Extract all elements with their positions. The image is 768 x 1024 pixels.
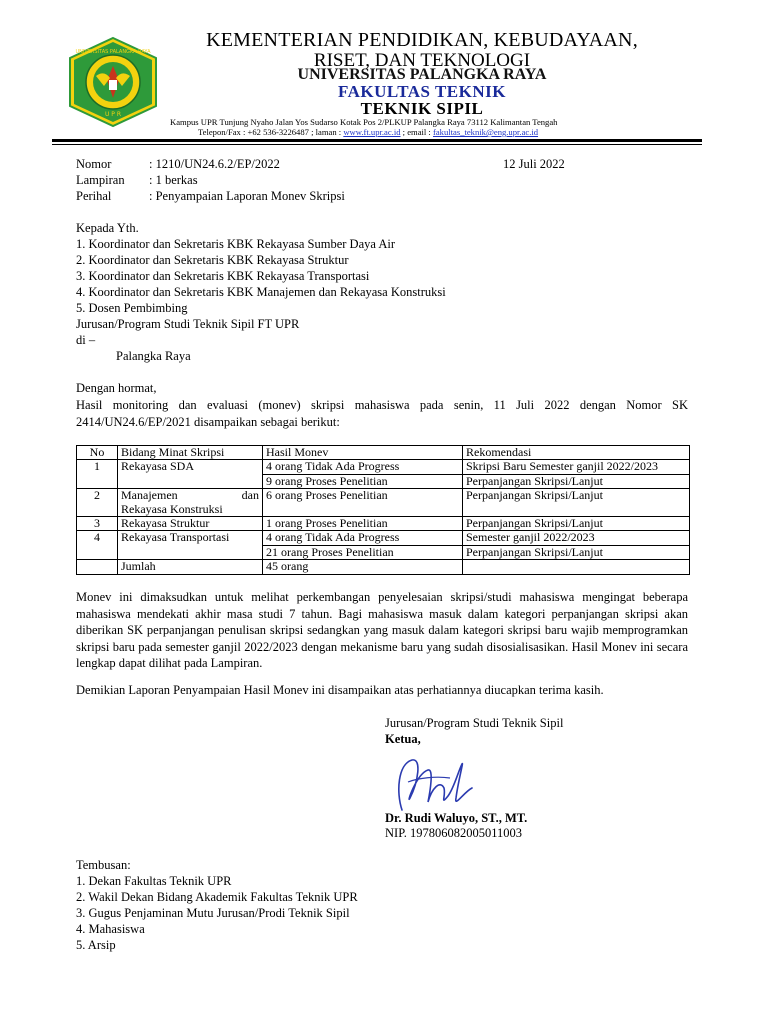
university-logo [52,36,174,128]
table-row [77,531,690,545]
recipient-di: di – [76,333,96,347]
recipients-intro: Kepada Yth. [76,221,139,235]
tembusan-item: 4. Mahasiswa [76,922,145,936]
cell-no: 2 [77,489,118,517]
perihal-value: : Penyampaian Laporan Monev Skripsi [149,189,345,203]
recipient-item: 2. Koordinator dan Sekretaris KBK Rekayasa Struktur [76,253,349,267]
table-total-row [77,560,690,574]
cell-hasil: 21 orang Proses Penelitian [263,545,463,559]
total-label: Jumlah [118,560,263,574]
cell-no-empty [77,560,118,574]
recipient-item: 4. Koordinator dan Sekretaris KBK Manajemen dan Rekayasa Konstruksi [76,285,446,299]
bidang-line2: Rekayasa Konstruksi [121,501,223,516]
signatory-name: Dr. Rudi Waluyo, ST., MT. [385,811,528,825]
signatory-nip: NIP. 197806082005011003 [385,826,523,840]
cell-hasil: 1 orang Proses Penelitian [263,517,463,531]
letterhead-faculty: FAKULTAS TEKNIK [338,82,506,101]
cell-rekomendasi: Perpanjangan Skripsi/Lanjut [463,545,690,559]
lampiran-label: Lampiran [76,173,125,187]
table-row [77,489,690,517]
letterhead-ministry: KEMENTERIAN PENDIDIKAN, KEBUDAYAAN, [206,29,638,51]
table-row [77,517,690,531]
header-no: No [77,446,118,460]
cell-rekomendasi-empty [463,560,690,574]
table-row [77,460,690,474]
tembusan-item: 5. Arsip [76,938,116,952]
tembusan-label: Tembusan: [76,858,131,872]
recipient-city: Palangka Raya [116,349,191,363]
perihal-label: Perihal [76,189,112,203]
cell-bidang [118,489,263,517]
letterhead-university: UNIVERSITAS PALANGKA RAYA [297,66,547,83]
contact-separator: ; email : [400,127,433,137]
cell-rekomendasi: Perpanjangan Skripsi/Lanjut [463,489,690,517]
monev-table [76,445,690,575]
body-paragraph: Monev ini dimaksudkan untuk melihat perkembangan penyelesaian skripsi/studi mahasiswa mengingat beberapa mahasiswa mendekati akhir masa studi 7 tahun. Bagi mahasiswa masuk dalam kategori perpanjangan skripsi akan diberikan SK perpanjangan penulisan skripsi sedangkan yang masuk dalam kategori skripsi baru wajib memprogramkan skripsi baru pada semester ganjil 2022/2023 dengan mekanisme baru yang sudah disosialisasikan. Hasil Monev ini secara lengkap dapat dilihat pada Lampiran. [76,590,688,670]
recipient-item: 5. Dosen Pembimbing [76,301,188,315]
header-hasil: Hasil Monev [263,446,463,460]
cell-no: 1 [77,460,118,489]
cell-bidang: Rekayasa SDA [118,460,263,489]
bidang-line1 [121,489,259,502]
cell-rekomendasi: Perpanjangan Skripsi/Lanjut [463,517,690,531]
svg-text:U P R: U P R [105,111,121,118]
cell-no: 4 [77,531,118,560]
bidang-word: Manajemen [121,488,178,503]
letterhead-ministry-line2: RISET, DAN TEKNOLOGI [313,50,531,71]
nomor-value: : 1210/UN24.6.2/EP/2022 [149,157,280,171]
closing-sentence: Demikian Laporan Penyampaian Hasil Monev ini disampaikan atas perhatiannya diucapkan terima kasih. [76,683,604,697]
recipient-item: 1. Koordinator dan Sekretaris KBK Rekayasa Sumber Daya Air [76,237,396,251]
intro-paragraph: Hasil monitoring dan evaluasi (monev) skripsi mahasiswa pada senin, 11 Juli 2022 dengan Nomor SK 2414/UN24.6/EP/2021 disampaikan sebagai berikut: [76,398,688,429]
svg-text:UNIVERSITAS PALANGKA RAYA: UNIVERSITAS PALANGKA RAYA [75,49,151,55]
tembusan-item: 3. Gugus Penjaminan Mutu Jurusan/Prodi Teknik Sipil [76,906,350,920]
recipient-dept: Jurusan/Program Studi Teknik Sipil FT UPR [76,317,300,331]
cell-hasil: 6 orang Proses Penelitian [263,489,463,517]
cell-rekomendasi: Semester ganjil 2022/2023 [463,531,690,545]
bidang-word: dan [241,488,259,503]
signature-title: Ketua, [385,732,421,746]
letterhead-address: Kampus UPR Tunjung Nyaho Jalan Yos Sudarso Kotak Pos 2/PLKUP Palangka Raya 73112 Kalimantan Tengah [170,117,558,127]
letterhead-divider-thin [52,144,702,145]
tembusan-item: 2. Wakil Dekan Bidang Akademik Fakultas Teknik UPR [76,890,358,904]
website-link[interactable]: www.ft.upr.ac.id [343,127,401,137]
letter-date: 12 Juli 2022 [503,157,565,171]
letterhead-divider-thick [52,139,702,142]
nomor-label: Nomor [76,157,112,171]
recipient-item: 3. Koordinator dan Sekretaris KBK Rekayasa Transportasi [76,269,370,283]
cell-hasil: 4 orang Tidak Ada Progress [263,531,463,545]
tembusan-item: 1. Dekan Fakultas Teknik UPR [76,874,232,888]
header-bidang: Bidang Minat Skripsi [118,446,263,460]
cell-bidang: Rekayasa Transportasi [118,531,263,560]
cell-bidang: Rekayasa Struktur [118,517,263,531]
email-link[interactable]: fakultas_teknik@eng.upr.ac.id [432,127,539,137]
letterhead-department: TEKNIK SIPIL [360,99,484,118]
contact-phone: Telepon/Fax : +62 536-3226487 ; laman : [198,127,344,137]
letterhead-contact [198,127,718,137]
cell-no: 3 [77,517,118,531]
lampiran-value: : 1 berkas [149,173,198,187]
table-header-row [77,446,690,460]
cell-hasil: 4 orang Tidak Ada Progress [263,460,463,474]
cell-rekomendasi: Perpanjangan Skripsi/Lanjut [463,474,690,488]
total-value: 45 orang [263,560,463,574]
greeting: Dengan hormat, [76,381,157,395]
cell-rekomendasi: Skripsi Baru Semester ganjil 2022/2023 [463,460,690,474]
header-rekomendasi: Rekomendasi [463,446,690,460]
cell-hasil: 9 orang Proses Penelitian [263,474,463,488]
signature-dept: Jurusan/Program Studi Teknik Sipil [385,716,564,730]
